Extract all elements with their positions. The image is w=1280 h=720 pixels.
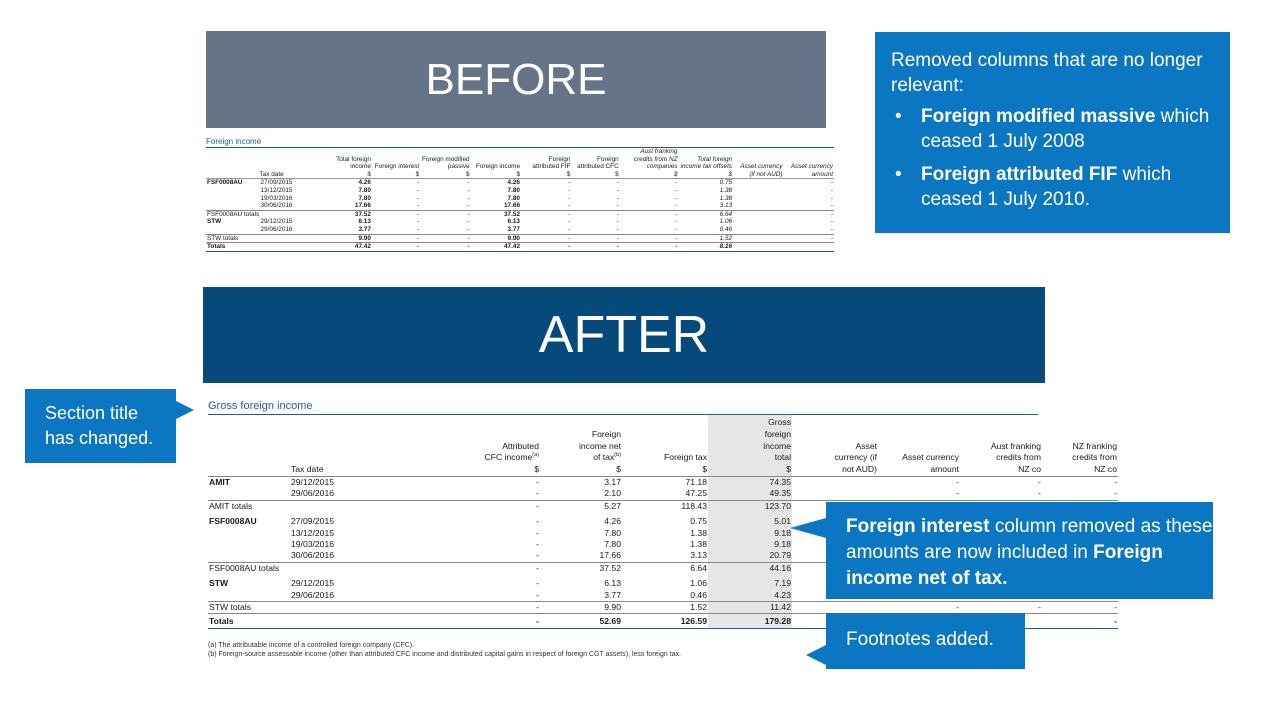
table-cell: 7.80 [358, 186, 371, 194]
table-cell [290, 500, 380, 512]
table-cell: Totals [208, 614, 290, 629]
table-cell: 9.90 [313, 234, 372, 243]
table-cell: - [956, 476, 959, 487]
table-cell: - [675, 218, 678, 226]
table-cell: 7.80 [507, 186, 520, 194]
table-cell: - [417, 218, 420, 226]
column-label: Asset currency (if not AUD) [740, 163, 783, 178]
table-row [206, 226, 834, 234]
removed-item-detail: which ceased 1 July 2008 [921, 106, 1210, 152]
column-unit: $ [615, 170, 619, 178]
column-unit: $ [616, 464, 621, 475]
table-row [206, 202, 834, 210]
table-cell: 0.75 [719, 179, 733, 187]
before-table-header [206, 148, 834, 179]
table-cell [784, 243, 835, 252]
table-cell [733, 218, 783, 226]
table-cell: 19/03/2016 [291, 539, 335, 550]
before-col-header [521, 148, 571, 179]
footnotes-callout [826, 613, 1025, 669]
table-cell: 7.80 [358, 194, 371, 202]
table-cell: 0.75 [690, 516, 707, 527]
table-cell [259, 243, 314, 252]
table-cell: - [521, 243, 571, 252]
table-cell: - [568, 225, 571, 233]
table-cell [733, 179, 783, 187]
table-cell: 4.26 [358, 179, 371, 187]
column-unit: $ [786, 464, 791, 475]
table-cell: - [571, 234, 619, 243]
table-cell: FSF0008AU totals [207, 210, 260, 218]
table-cell: - [380, 562, 540, 574]
table-cell: - [675, 202, 678, 210]
interest-callout-bold: Foreign interest [846, 516, 990, 537]
table-row [206, 243, 834, 252]
table-cell: 1.52 [622, 602, 708, 614]
interest-callout-bold: Foreign income net of tax. [846, 542, 1163, 589]
table-cell: - [536, 578, 539, 589]
table-cell: 0.46 [719, 225, 733, 233]
table-cell: 3.77 [507, 225, 520, 233]
table-cell: - [467, 194, 470, 202]
table-cell: 179.28 [708, 614, 792, 629]
table-cell: - [380, 614, 540, 629]
table-cell: 3.77 [604, 589, 621, 600]
column-label: Total foreign income [336, 155, 371, 171]
column-label: Foreign interest [374, 163, 420, 171]
table-cell: - [467, 225, 470, 233]
table-cell: 9.18 [708, 528, 792, 539]
table-cell [733, 243, 783, 252]
table-cell: 9.90 [471, 234, 521, 243]
table-cell: - [675, 225, 678, 233]
before-table-section [206, 137, 834, 252]
table-cell [259, 234, 314, 243]
before-col-header [313, 148, 372, 179]
table-cell [792, 488, 878, 500]
table-cell: 47.25 [685, 488, 707, 499]
table-cell: - [620, 210, 679, 218]
table-cell [259, 210, 314, 218]
table-cell: - [380, 602, 540, 614]
after-table-header [208, 415, 1118, 476]
table-cell [206, 202, 259, 210]
table-cell: 52.69 [540, 614, 622, 629]
table-cell: - [830, 202, 833, 210]
table-cell: - [536, 550, 539, 561]
after-col-header [290, 415, 380, 476]
table-cell: - [620, 234, 679, 243]
table-cell: 47.42 [471, 243, 521, 252]
table-cell: - [830, 179, 833, 187]
column-unit: $ [673, 170, 678, 178]
table-cell: 37.52 [313, 210, 372, 218]
before-banner-label: BEFORE [425, 54, 607, 104]
table-cell: - [784, 210, 835, 218]
before-col-header [679, 148, 734, 179]
table-cell: - [616, 218, 619, 226]
table-cell: 5.27 [540, 500, 622, 512]
table-cell: 3.13 [719, 202, 733, 210]
section-callout-line: has changed. [45, 428, 154, 448]
column-unit: $ [466, 170, 470, 178]
table-cell: - [380, 500, 540, 512]
table-row [206, 210, 834, 218]
table-cell: - [830, 194, 833, 202]
before-col-header [620, 148, 679, 179]
table-cell: 19/03/2016 [260, 194, 293, 202]
table-cell: - [571, 210, 619, 218]
column-unit: $ [728, 170, 733, 178]
removed-item-name: Foreign modified massive [921, 106, 1156, 127]
table-cell: 29/12/2015 [291, 578, 335, 589]
table-cell: 13/12/2015 [260, 186, 293, 194]
table-cell: 7.80 [507, 194, 520, 202]
column-label: Aust franking credits from NZ companies [633, 148, 678, 171]
after-col-header [878, 415, 960, 476]
after-col-header [622, 415, 708, 476]
table-cell: - [616, 179, 619, 187]
table-cell: 74.35 [708, 476, 792, 488]
table-cell: 6.13 [604, 578, 621, 589]
table-cell [733, 226, 783, 234]
table-cell: 3.77 [358, 225, 371, 233]
table-cell: 9.18 [708, 539, 792, 550]
table-cell: - [675, 186, 678, 194]
column-label: Foreign tax [664, 452, 707, 463]
after-col-header [792, 415, 878, 476]
footnote-marker: (b) [614, 452, 621, 459]
column-label: Asset currency amount [902, 452, 959, 475]
table-cell [208, 528, 290, 539]
table-cell: 1.38 [690, 527, 707, 538]
table-cell: 1.38 [690, 539, 707, 550]
table-cell: - [467, 186, 470, 194]
footnote: (a) The attributable income of a controlled foreign company (CFC). [208, 642, 415, 649]
table-cell: 4.26 [507, 179, 520, 187]
table-cell: - [568, 194, 571, 202]
after-col-header [708, 415, 792, 476]
table-cell: AMIT totals [208, 500, 290, 512]
table-cell: 7.80 [604, 539, 621, 550]
column-label: Tax date [291, 464, 324, 475]
before-col-header [784, 148, 835, 179]
table-cell: 2.10 [604, 488, 621, 499]
before-col-header [259, 148, 314, 179]
table-cell: 7.19 [708, 578, 792, 589]
before-col-header [420, 148, 470, 179]
table-cell: - [1038, 476, 1041, 487]
section-title-callout [25, 389, 176, 463]
table-cell: - [568, 186, 571, 194]
table-cell: - [830, 186, 833, 194]
column-unit: $ [566, 170, 571, 178]
table-cell: 6.13 [358, 218, 371, 226]
before-col-header [571, 148, 619, 179]
table-cell: - [536, 488, 539, 499]
table-cell: 29/12/2015 [291, 476, 335, 487]
column-unit: $ [702, 464, 707, 475]
table-cell [290, 562, 380, 574]
table-cell: - [467, 202, 470, 210]
table-cell: - [568, 179, 571, 187]
table-cell: - [878, 602, 960, 614]
column-label: Foreign income net of tax [578, 428, 621, 463]
table-cell: STW totals [208, 602, 290, 614]
removed-callout-intro: Removed columns that are no longer relevant: [891, 50, 1203, 96]
table-cell: FSF0008AU [207, 179, 243, 187]
table-row [206, 218, 834, 226]
after-col-header [208, 415, 290, 476]
table-cell: - [521, 210, 571, 218]
table-cell: - [467, 218, 470, 226]
table-cell: - [830, 225, 833, 233]
table-cell: 44.16 [708, 562, 792, 574]
table-cell: 6.64 [622, 562, 708, 574]
column-label: Foreign attributed CFC [577, 155, 619, 171]
removed-item-detail: which ceased 1 July 2010. [921, 164, 1172, 210]
table-cell [733, 195, 783, 203]
table-cell: 123.70 [708, 500, 792, 512]
table-row [206, 179, 834, 187]
table-cell: 126.59 [622, 614, 708, 629]
removed-item [907, 104, 1216, 154]
table-cell: STW [207, 218, 222, 226]
removed-columns-callout [875, 32, 1230, 233]
table-cell [208, 590, 290, 602]
before-table-title: Foreign income [206, 137, 834, 148]
footnote: (b) Foreign-source assessable income (other than attributed CFC income and distributed capital gains in respect of foreign CGT assets), less foreign tax. [208, 651, 681, 658]
table-cell: 9.90 [540, 602, 622, 614]
table-cell: - [536, 539, 539, 550]
before-col-header [206, 148, 259, 179]
column-label: Foreign income [475, 163, 520, 171]
table-cell: 29/06/2016 [291, 589, 335, 600]
table-row [206, 187, 834, 195]
table-cell: 37.52 [540, 562, 622, 574]
table-cell [208, 488, 290, 500]
table-cell: 30/06/2016 [291, 550, 335, 561]
table-cell: - [1042, 614, 1118, 629]
table-cell [206, 187, 259, 195]
table-cell: 29/12/2015 [260, 218, 293, 226]
table-cell: - [675, 179, 678, 187]
table-cell: - [960, 602, 1042, 614]
table-cell: - [956, 488, 959, 499]
table-cell: 17.66 [599, 550, 621, 561]
column-label: Tax date [259, 170, 284, 178]
table-cell: AMIT [209, 476, 231, 487]
table-cell: - [536, 527, 539, 538]
table-cell: - [417, 194, 420, 202]
table-cell: 17.66 [504, 202, 520, 210]
table-cell: - [536, 476, 539, 487]
table-cell: - [1114, 476, 1117, 487]
column-label: Gross foreign income total [763, 417, 791, 463]
table-cell [206, 195, 259, 203]
table-cell [208, 539, 290, 550]
footnote-callout-label: Footnotes added. [846, 629, 994, 650]
table-cell: 17.66 [354, 202, 371, 210]
table-cell: - [1042, 602, 1118, 614]
table-cell: - [372, 210, 420, 218]
table-cell: STW [209, 578, 229, 589]
column-label: Aust franking credits from NZ co [990, 440, 1041, 475]
table-cell [290, 614, 380, 629]
table-cell: - [467, 179, 470, 187]
table-cell: FSF0008AU totals [208, 562, 290, 574]
table-cell: - [616, 194, 619, 202]
table-cell [733, 234, 783, 243]
column-label: Foreign modified passive [421, 155, 470, 171]
table-cell: - [568, 218, 571, 226]
table-cell: - [571, 243, 619, 252]
table-cell: 4.26 [604, 516, 621, 527]
table-cell: 7.80 [604, 527, 621, 538]
table-cell: - [1038, 488, 1041, 499]
table-cell [206, 226, 259, 234]
table-cell: 3.17 [604, 476, 621, 487]
table-cell: 47.42 [313, 243, 372, 252]
table-cell: 118.43 [622, 500, 708, 512]
table-cell: - [420, 234, 470, 243]
before-table [206, 148, 834, 252]
interest-callout-text: column removed as these amounts are now included in [846, 516, 1213, 563]
table-cell: 4.23 [708, 590, 792, 602]
table-cell: 1.38 [719, 194, 733, 202]
table-cell: - [536, 516, 539, 527]
column-label: NZ franking credits from NZ co [1072, 440, 1117, 475]
before-col-header [733, 148, 783, 179]
table-cell: 3.13 [690, 550, 707, 561]
table-cell [792, 476, 878, 488]
before-banner [206, 31, 826, 128]
column-unit: $ [415, 170, 420, 178]
table-cell: - [568, 202, 571, 210]
after-col-header [540, 415, 622, 476]
before-col-header [372, 148, 420, 179]
footnote-marker: (a) [532, 452, 539, 459]
table-cell: - [675, 194, 678, 202]
table-cell: - [616, 186, 619, 194]
table-cell: 5.01 [708, 516, 792, 527]
table-cell: 71.18 [685, 476, 707, 487]
table-cell: 29/06/2016 [291, 488, 335, 499]
table-cell [290, 602, 380, 614]
table-cell: 27/09/2015 [260, 179, 293, 187]
table-cell: 30/06/2016 [260, 202, 293, 210]
column-unit: $ [516, 170, 520, 178]
column-unit: $ [367, 170, 371, 178]
removed-item [907, 162, 1216, 212]
table-cell: 0.46 [690, 589, 707, 600]
removed-item-name: Foreign attributed FIF [921, 164, 1118, 185]
table-cell [733, 187, 783, 195]
table-cell: 1.52 [679, 234, 734, 243]
table-cell: - [417, 179, 420, 187]
foreign-interest-callout [826, 502, 1213, 599]
table-cell: - [417, 202, 420, 210]
table-cell: - [784, 234, 835, 243]
table-cell: 13/12/2015 [291, 527, 335, 538]
table-cell: 37.52 [471, 210, 521, 218]
table-cell: 1.06 [690, 578, 707, 589]
table-cell: - [420, 243, 470, 252]
table-row [206, 234, 834, 243]
table-row [208, 476, 1118, 488]
column-label: Attributed CFC income [484, 440, 539, 463]
table-cell: 20.79 [708, 550, 792, 562]
column-label: Asset currency amount [790, 163, 833, 178]
table-cell [733, 210, 783, 218]
column-label: Foreign attributed FIF [532, 155, 571, 171]
before-col-header [471, 148, 521, 179]
table-cell: - [420, 210, 470, 218]
table-cell: - [1114, 488, 1117, 499]
table-cell: 1.38 [719, 186, 733, 194]
after-banner [203, 287, 1045, 383]
table-cell: 49.35 [708, 488, 792, 500]
table-cell: - [372, 243, 420, 252]
table-cell: - [417, 186, 420, 194]
section-callout-line: Section title [45, 403, 139, 423]
table-cell: 27/09/2015 [291, 516, 335, 527]
table-cell: - [830, 218, 833, 226]
column-label: Total foreign income tax offsets [680, 155, 733, 171]
table-cell: - [620, 243, 679, 252]
table-row [206, 195, 834, 203]
after-banner-label: AFTER [538, 306, 710, 364]
table-cell: 6.13 [507, 218, 520, 226]
table-cell: 8.16 [679, 243, 734, 252]
after-col-header [1042, 415, 1118, 476]
after-table-title: Gross foreign income [208, 400, 1038, 415]
table-cell: 6.64 [679, 210, 734, 218]
table-cell: - [417, 225, 420, 233]
after-col-header [380, 415, 540, 476]
table-cell: 11.42 [708, 602, 792, 614]
table-cell: 1.06 [719, 218, 733, 226]
table-cell: - [521, 234, 571, 243]
after-col-header [960, 415, 1042, 476]
table-cell: - [616, 202, 619, 210]
table-cell: STW totals [206, 234, 259, 243]
table-cell: - [372, 234, 420, 243]
footnotes [208, 641, 681, 659]
table-cell: 29/06/2016 [260, 225, 293, 233]
table-cell [208, 550, 290, 562]
table-cell [733, 202, 783, 210]
column-label: Asset currency (if not AUD) [834, 440, 877, 475]
column-unit: $ [534, 464, 539, 475]
table-cell: FSF0008AU [209, 516, 257, 527]
table-cell: - [616, 225, 619, 233]
table-row [208, 488, 1118, 500]
table-cell: - [536, 589, 539, 600]
table-cell: Totals [206, 243, 259, 252]
